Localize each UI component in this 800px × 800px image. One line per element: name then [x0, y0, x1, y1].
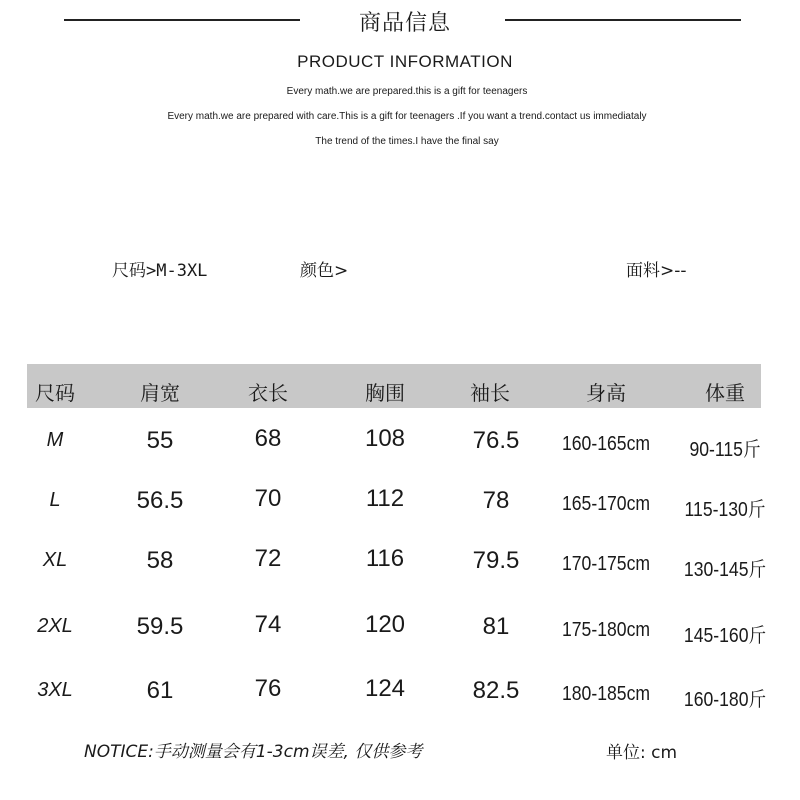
- tagline-3: The trend of the times.I have the final say: [315, 136, 499, 147]
- cell-weight: 115-130斤: [684, 499, 766, 521]
- cell-chest: 120: [364, 611, 406, 638]
- attribute-size: 尺码>M-3XL: [112, 261, 208, 281]
- attribute-fabric: 面料>--: [626, 261, 687, 281]
- cell-height: 160-165cm: [561, 433, 651, 455]
- cell-shoulder: 61: [146, 677, 174, 704]
- unit-label: 单位: cm: [606, 743, 678, 763]
- title-english: PRODUCT INFORMATION: [297, 52, 513, 71]
- tagline-2: Every math.we are prepared with care.This is a gift for teenagers .If you want a trend.contact us immediataly: [167, 111, 647, 122]
- cell-sleeve: 82.5: [472, 677, 520, 704]
- cell-length: 72: [254, 545, 282, 572]
- cell-size: 2XL: [37, 615, 73, 637]
- cell-shoulder: 58: [146, 547, 174, 574]
- cell-height: 170-175cm: [561, 553, 651, 575]
- cell-height: 165-170cm: [561, 493, 651, 515]
- cell-weight: 90-115斤: [689, 439, 761, 461]
- cell-size: XL: [42, 549, 68, 571]
- cell-size: L: [49, 489, 61, 511]
- cell-chest: 108: [364, 425, 406, 452]
- table-header-size: 尺码: [35, 381, 75, 405]
- cell-sleeve: 81: [482, 613, 510, 640]
- cell-length: 68: [254, 425, 282, 452]
- title-chinese: 商品信息: [358, 11, 451, 36]
- cell-shoulder: 56.5: [136, 487, 184, 514]
- cell-weight: 145-160斤: [683, 625, 767, 647]
- table-header-height: 身高: [586, 381, 626, 405]
- table-header-sleeve: 袖长: [470, 381, 510, 405]
- cell-height: 180-185cm: [561, 683, 651, 705]
- cell-length: 70: [254, 485, 282, 512]
- cell-shoulder: 55: [146, 427, 174, 454]
- cell-size: 3XL: [37, 679, 73, 701]
- measurement-notice: NOTICE:手动测量会有1-3cm误差, 仅供参考: [84, 742, 423, 762]
- cell-sleeve: 78: [482, 487, 510, 514]
- cell-sleeve: 79.5: [472, 547, 520, 574]
- table-header-length: 衣长: [248, 381, 288, 405]
- cell-sleeve: 76.5: [472, 427, 520, 454]
- cell-shoulder: 59.5: [136, 613, 184, 640]
- table-header-chest: 胸围: [365, 381, 405, 405]
- cell-weight: 130-145斤: [683, 559, 767, 581]
- attribute-color: 颜色>: [300, 261, 349, 281]
- cell-size: M: [46, 429, 64, 451]
- cell-weight: 160-180斤: [683, 689, 767, 711]
- table-header-shoulder: 肩宽: [140, 381, 180, 405]
- cell-chest: 124: [364, 675, 406, 702]
- cell-height: 175-180cm: [561, 619, 651, 641]
- cell-length: 74: [254, 611, 282, 638]
- cell-chest: 112: [365, 485, 405, 512]
- tagline-1: Every math.we are prepared.this is a gift for teenagers: [286, 86, 528, 97]
- cell-length: 76: [254, 675, 282, 702]
- table-header-weight: 体重: [705, 381, 745, 405]
- cell-chest: 116: [365, 545, 405, 572]
